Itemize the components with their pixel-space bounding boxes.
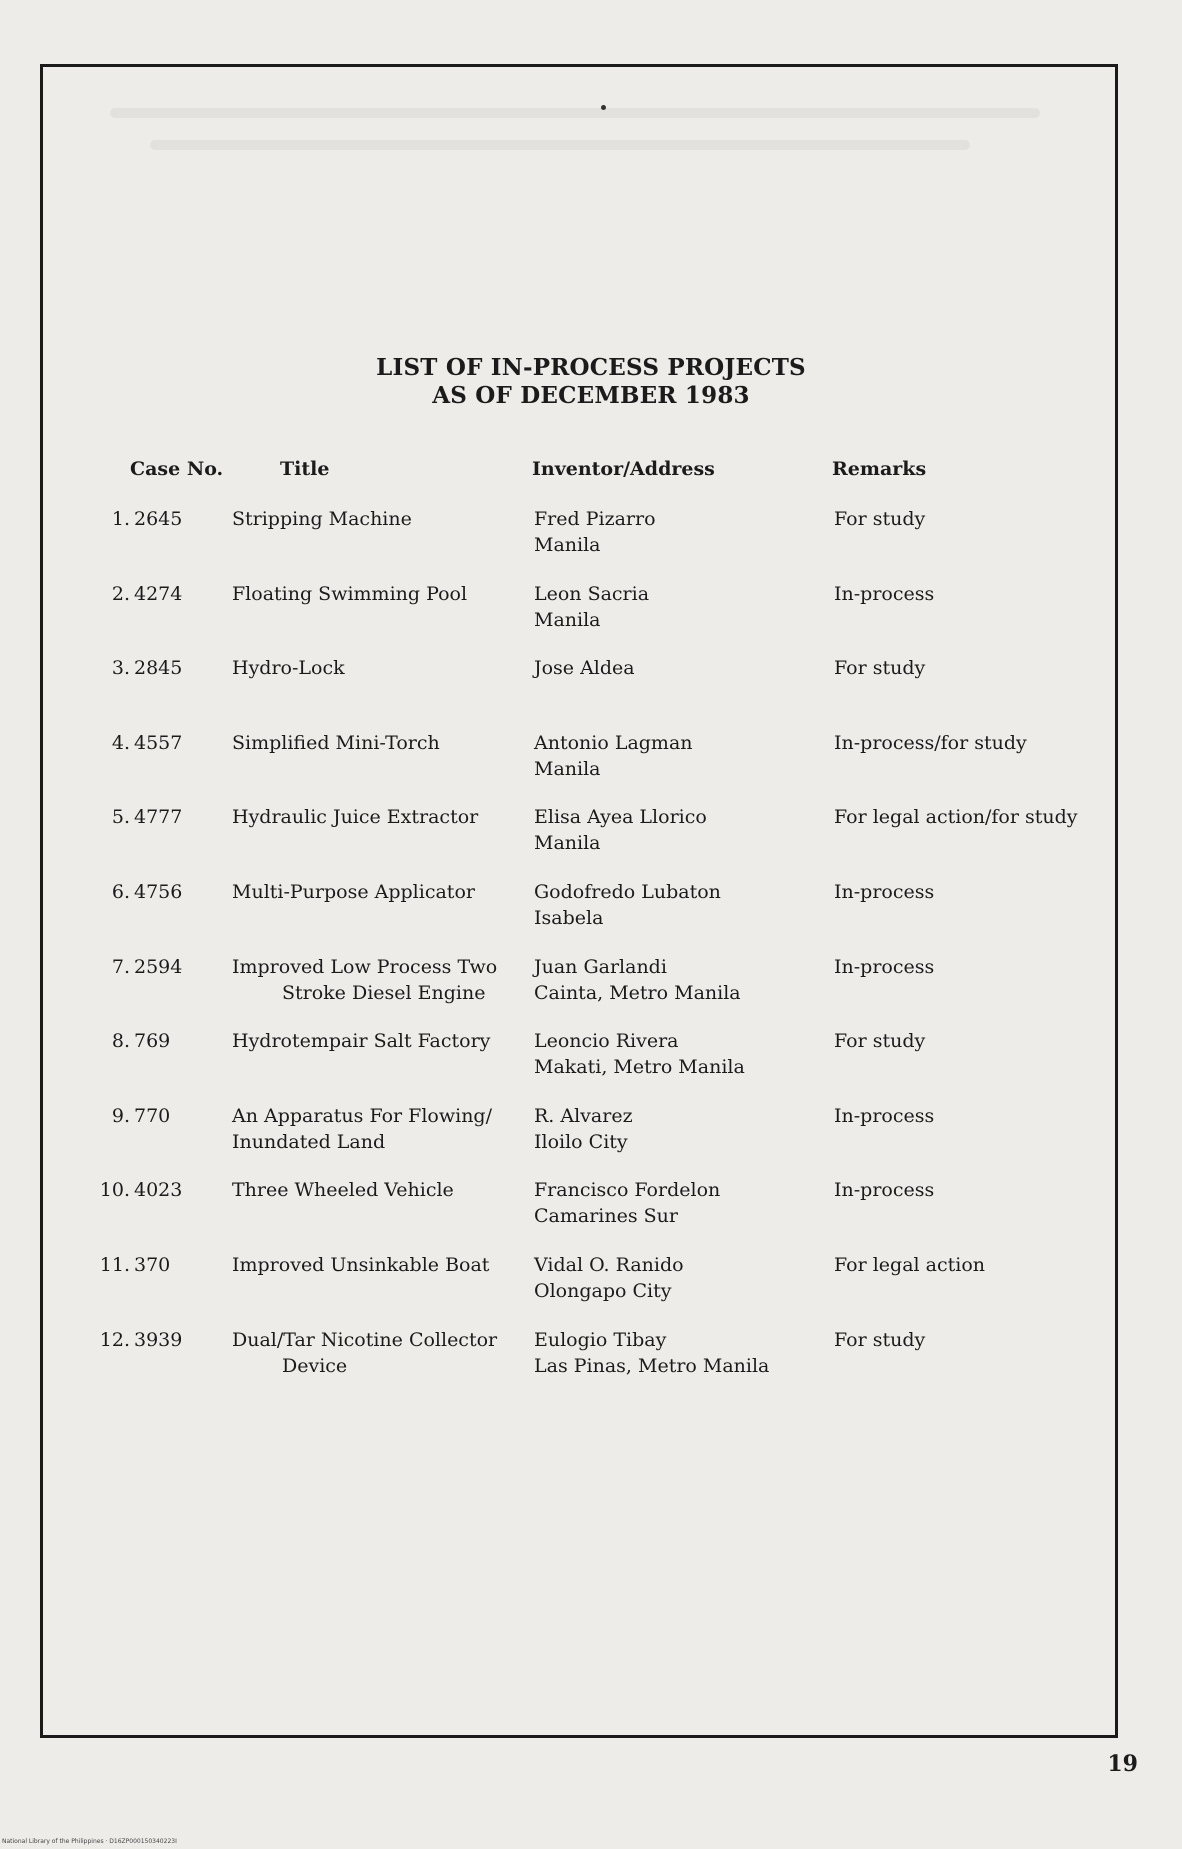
inventor-address xyxy=(534,1177,720,1229)
inventor-address xyxy=(534,1103,633,1155)
project-title xyxy=(232,1028,490,1054)
row-number: 10. xyxy=(99,1179,130,1201)
document-title-line1: LIST OF IN-PROCESS PROJECTS xyxy=(376,354,806,381)
inventor-address-line: Cainta, Metro Manila xyxy=(534,982,741,1004)
project-title-line1: Floating Swimming Pool xyxy=(232,583,468,605)
remarks: In-process xyxy=(834,1179,935,1201)
project-title xyxy=(232,1327,497,1379)
inventor-address-line: Manila xyxy=(534,758,601,780)
case-number: 4557 xyxy=(134,732,183,754)
case-number: 4023 xyxy=(134,1179,183,1201)
case-number: 770 xyxy=(134,1105,171,1127)
remarks: In-process xyxy=(834,956,935,978)
inventor-address-line: Isabela xyxy=(534,907,604,929)
table-row xyxy=(0,1028,1182,1088)
column-header-inventor: Inventor/Address xyxy=(532,458,715,480)
project-title-line1: Hydrotempair Salt Factory xyxy=(232,1030,491,1052)
case-number: 370 xyxy=(134,1254,171,1276)
table-row xyxy=(0,879,1182,939)
row-number: 7. xyxy=(111,956,130,978)
inventor-address-line: Manila xyxy=(534,534,601,556)
project-title-line2: Device xyxy=(282,1355,348,1377)
project-title xyxy=(232,1177,454,1203)
table-row xyxy=(0,506,1182,566)
inventor-name: Leoncio Rivera xyxy=(534,1030,679,1052)
project-title-line1: Hydraulic Juice Extractor xyxy=(232,806,479,828)
inventor-name: Eulogio Tibay xyxy=(534,1329,667,1351)
case-number: 4274 xyxy=(134,583,183,605)
inventor-address xyxy=(534,655,635,681)
remarks: For legal action xyxy=(834,1254,985,1276)
project-title xyxy=(232,1103,492,1155)
project-title xyxy=(232,804,478,830)
column-header-remarks: Remarks xyxy=(832,458,927,480)
inventor-address xyxy=(534,1252,684,1304)
project-title-line1: Improved Low Process Two xyxy=(232,956,498,978)
project-title-line1: Improved Unsinkable Boat xyxy=(232,1254,490,1276)
project-title xyxy=(232,506,412,532)
case-number: 2845 xyxy=(134,657,183,679)
inventor-name: Vidal O. Ranido xyxy=(534,1254,684,1276)
remarks: For study xyxy=(834,657,926,679)
inventor-name: Juan Garlandi xyxy=(534,956,667,978)
case-number: 2594 xyxy=(134,956,183,978)
inventor-name: Elisa Ayea Llorico xyxy=(534,806,707,828)
inventor-address-line: Iloilo City xyxy=(534,1131,628,1153)
inventor-address-line: Manila xyxy=(534,832,601,854)
inventor-name: Fred Pizarro xyxy=(534,508,656,530)
inventor-name: Jose Aldea xyxy=(534,657,635,679)
document-title-line2: AS OF DECEMBER 1983 xyxy=(432,382,750,409)
inventor-name: Leon Sacria xyxy=(534,583,650,605)
row-number: 5. xyxy=(111,806,130,828)
column-header-case-no: Case No. xyxy=(130,458,224,480)
row-number: 1. xyxy=(111,508,130,530)
inventor-address xyxy=(534,581,649,633)
inventor-address xyxy=(534,1327,769,1379)
remarks: For study xyxy=(834,1329,926,1351)
case-number: 4777 xyxy=(134,806,183,828)
inventor-name: Francisco Fordelon xyxy=(534,1179,721,1201)
row-number: 4. xyxy=(111,732,130,754)
remarks: In-process xyxy=(834,881,935,903)
table-row xyxy=(0,730,1182,790)
column-header-title: Title xyxy=(280,458,330,480)
project-title-line1: Three Wheeled Vehicle xyxy=(232,1179,454,1201)
inventor-address-line: Makati, Metro Manila xyxy=(534,1056,745,1078)
case-number: 4756 xyxy=(134,881,183,903)
inventor-address-line: Olongapo City xyxy=(534,1280,672,1302)
row-number: 6. xyxy=(111,881,130,903)
remarks: For legal action/for study xyxy=(834,806,1078,828)
inventor-name: Godofredo Lubaton xyxy=(534,881,721,903)
project-title-line2: Stroke Diesel Engine xyxy=(282,982,486,1004)
table-row xyxy=(0,1252,1182,1312)
table-row xyxy=(0,954,1182,1014)
remarks: In-process/for study xyxy=(834,732,1027,754)
inventor-address xyxy=(534,506,656,558)
inventor-address-line: Manila xyxy=(534,609,601,631)
bleed-through-line xyxy=(110,108,1040,118)
row-number: 3. xyxy=(111,657,130,679)
table-row xyxy=(0,655,1182,715)
inventor-address xyxy=(534,1028,745,1080)
project-title-line1: Hydro-Lock xyxy=(232,657,345,679)
project-title xyxy=(232,954,497,1006)
remarks: For study xyxy=(834,508,926,530)
row-number: 9. xyxy=(111,1105,130,1127)
inventor-address xyxy=(534,730,693,782)
project-title xyxy=(232,581,467,607)
bleed-through-line xyxy=(150,140,970,150)
project-title-line1: An Apparatus For Flowing/ xyxy=(232,1105,492,1127)
remarks: For study xyxy=(834,1030,926,1052)
project-title-line1: Stripping Machine xyxy=(232,508,412,530)
remarks: In-process xyxy=(834,1105,935,1127)
project-title xyxy=(232,879,475,905)
inventor-name: Antonio Lagman xyxy=(534,732,693,754)
row-number: 2. xyxy=(111,583,130,605)
case-number: 3939 xyxy=(134,1329,183,1351)
project-title-line1: Simplified Mini-Torch xyxy=(232,732,440,754)
row-number: 12. xyxy=(99,1329,130,1351)
table-row xyxy=(0,1103,1182,1163)
case-number: 2645 xyxy=(134,508,183,530)
inventor-address-line: Camarines Sur xyxy=(534,1205,678,1227)
row-number: 8. xyxy=(111,1030,130,1052)
inventor-address-line: Las Pinas, Metro Manila xyxy=(534,1355,770,1377)
remarks: In-process xyxy=(834,583,935,605)
case-number: 769 xyxy=(134,1030,171,1052)
inventor-address xyxy=(534,954,741,1006)
library-footer-id: National Library of the Philippines · D16ZP000150340223I xyxy=(2,1838,177,1845)
table-row xyxy=(0,1327,1182,1387)
inventor-name: R. Alvarez xyxy=(534,1105,633,1127)
table-row xyxy=(0,1177,1182,1237)
project-title xyxy=(232,655,345,681)
table-row xyxy=(0,804,1182,864)
project-title xyxy=(232,1252,489,1278)
project-title-line1: Multi-Purpose Applicator xyxy=(232,881,475,903)
table-row xyxy=(0,581,1182,641)
inventor-address xyxy=(534,879,721,931)
row-number: 11. xyxy=(99,1254,130,1276)
project-title-line1: Dual/Tar Nicotine Collector xyxy=(232,1329,498,1351)
page-number: 19 xyxy=(1107,1751,1138,1777)
project-title xyxy=(232,730,440,756)
inventor-address xyxy=(534,804,707,856)
project-title-line2: Inundated Land xyxy=(232,1131,386,1153)
